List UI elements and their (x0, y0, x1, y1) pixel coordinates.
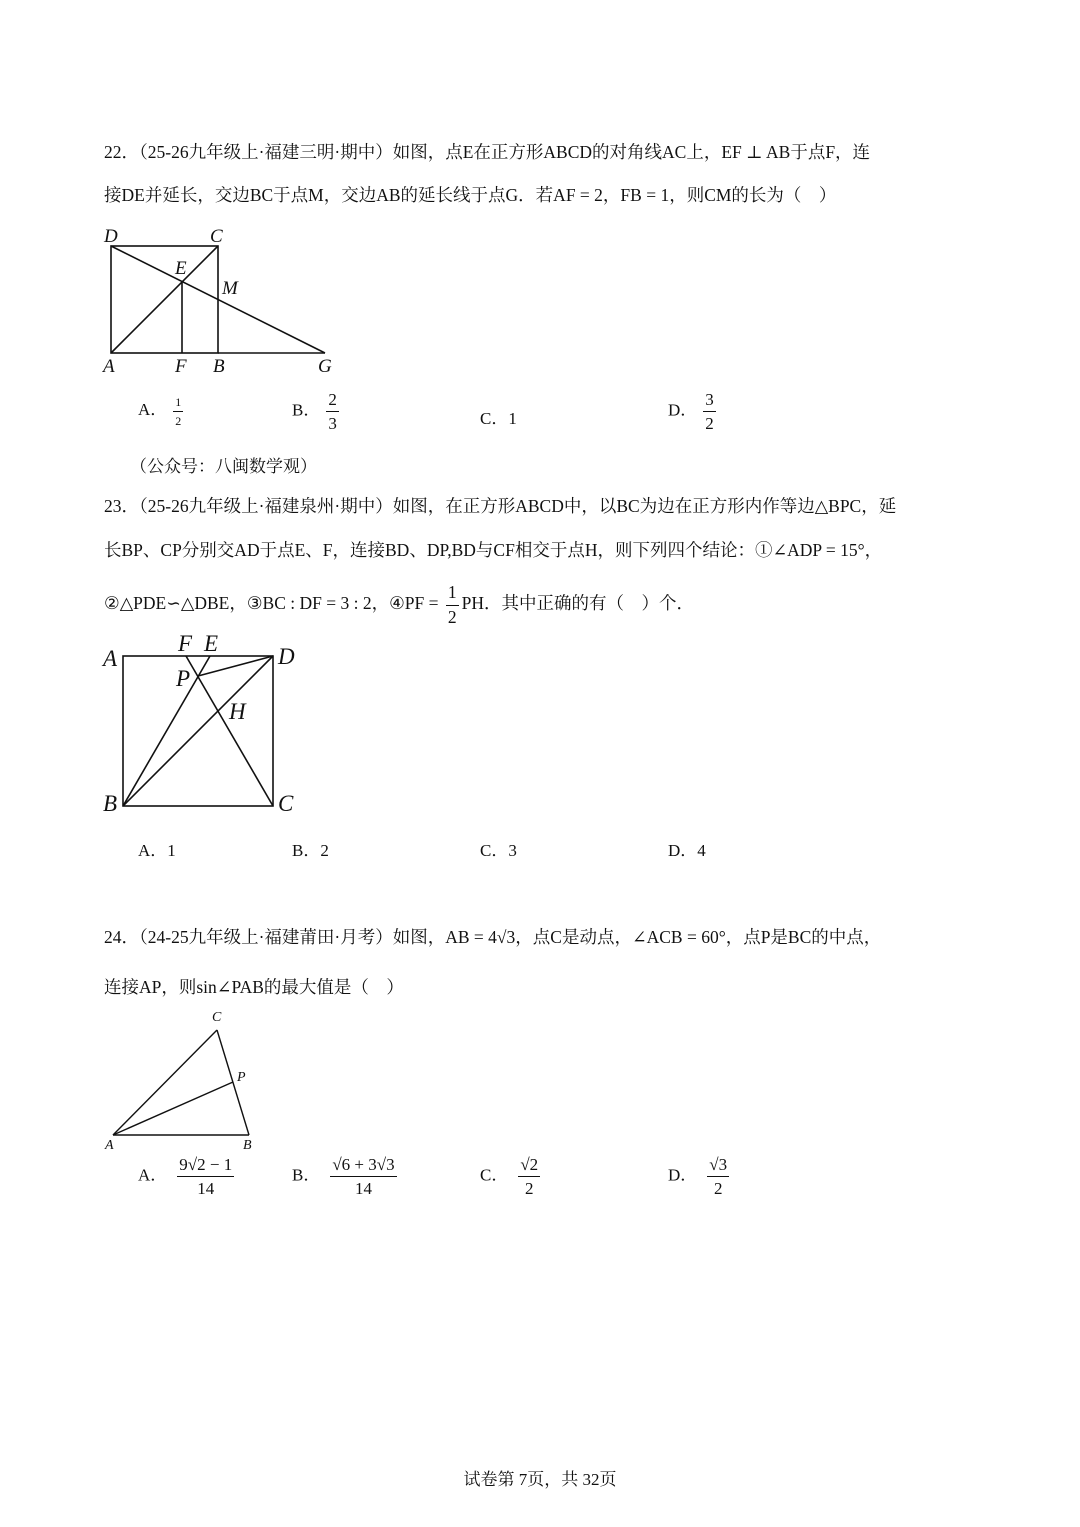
label-D: D (278, 644, 295, 669)
label-A: A (103, 646, 118, 671)
q23-line1: 23．（25-26九年级上·福建泉州·期中）如图，在正方形ABCD中，以BC为边在正方形内作等边△BPC，延 (104, 496, 897, 516)
q24-text-1: 如图，AB = 4√3，点C是动点，∠ACB = 60°，点P是BC的中点， (392, 927, 882, 947)
q24-option-a[interactable]: A． $\frac{9√2 - 1}{14}$ (138, 1155, 233, 1198)
q22-option-c[interactable]: C．1 (480, 409, 517, 428)
q22-option-b[interactable]: B． $\frac{2}{3}$ (292, 390, 337, 433)
q23-figure (100, 626, 330, 821)
q22-number: 22 (104, 142, 122, 162)
q24-number: 24 (104, 927, 122, 947)
fraction: $\frac{√2}{2}$ (520, 1155, 539, 1198)
fraction: $\frac{2}{3}$ (328, 390, 337, 433)
q23-option-c[interactable]: C．3 (480, 841, 517, 860)
q23-option-d[interactable]: D．4 (668, 841, 706, 860)
q23-line2 (104, 538, 882, 562)
fraction: $\frac{√3}{2}$ (709, 1155, 728, 1198)
q23-text-1: 如图，在正方形ABCD中，以BC为边在正方形内作等边△BPC，延 (392, 496, 897, 516)
q22-line2 (104, 183, 836, 207)
q24-option-c[interactable]: C． $\frac{√2}{2}$ (480, 1155, 539, 1198)
q23-text-2: 长BP、CP分别交AD于点E、F，连接BD、DP,BD与CF相交于点H，则下列四个结论：①∠ADP = 15°， (104, 540, 883, 560)
fraction: $\frac{√6 + 3√3}{14}$ (332, 1155, 395, 1198)
label-E: E (175, 258, 187, 279)
label-H: H (229, 699, 246, 724)
q23-source: （25-26九年级上·福建泉州·期中） (139, 496, 393, 516)
label-F: F (178, 631, 193, 656)
fraction: $\frac{9√2 - 1}{14}$ (179, 1155, 233, 1198)
q22-text-1: 如图，点E在正方形ABCD的对角线AC上，EF ⊥ AB于点F，连 (392, 142, 871, 162)
q22-note: （公众号：八闽数学观） (130, 457, 317, 476)
q24-option-d[interactable]: D． $\frac{√3}{2}$ (668, 1155, 728, 1198)
q22-source: （25-26九年级上·福建三明·期中） (139, 142, 393, 162)
label-P: P (237, 1070, 246, 1085)
q23-option-b[interactable]: B．2 (292, 841, 329, 860)
fraction: $\frac{1}{2}$ (447, 582, 457, 627)
label-B: B (213, 356, 225, 377)
label-P: P (176, 666, 191, 691)
page-footer: 试卷第 7页，共 32页 (463, 1470, 617, 1489)
q22-figure (100, 222, 350, 380)
q24-text-2: 连接AP，则sin∠PAB的最大值是（ ） (104, 977, 404, 997)
q24-source: （24-25九年级上·福建莆田·月考） (139, 927, 393, 947)
q22-option-d[interactable]: D． $\frac{3}{2}$ (668, 390, 714, 433)
q23-line3: ②△PDE∽△DBE，③BC : DF = 3 : 2，④PF = $\frac{1}{2}$ PH．其中正确的有（ ）个． (104, 582, 694, 627)
q23-option-a[interactable]: A．1 (138, 841, 176, 860)
q23-number: 23 (104, 496, 122, 516)
q24-line1: 24．（24-25九年级上·福建莆田·月考）如图，AB = 4√3，点C是动点，∠ACB = 60°，点P是BC的中点， (104, 927, 882, 947)
label-M: M (222, 278, 238, 299)
label-A: A (105, 1138, 114, 1153)
label-B: B (243, 1138, 252, 1153)
label-E: E (204, 631, 219, 656)
q22-option-a[interactable]: A． $\frac{1}{2}$ (138, 394, 182, 428)
label-F: F (175, 356, 187, 377)
fraction: $\frac{3}{2}$ (705, 390, 714, 433)
fraction: $\frac{1}{2}$ (175, 394, 182, 428)
label-C: C (212, 1010, 222, 1025)
q24-line2 (104, 975, 404, 999)
label-B: B (103, 791, 118, 816)
label-C: C (278, 791, 294, 816)
q22-line1: 22．（25-26九年级上·福建三明·期中）如图，点E在正方形ABCD的对角线AC上，EF ⊥ AB于点F，连 (104, 142, 871, 162)
q24-option-b[interactable]: B． $\frac{√6 + 3√3}{14}$ (292, 1155, 395, 1198)
q24-figure (100, 1005, 270, 1153)
label-G: G (318, 356, 332, 377)
q22-text-2: 接DE并延长，交边BC于点M，交边AB的延长线于点G．若AF = 2，FB = 1，则CM的长为（ ） (104, 185, 837, 205)
label-D: D (104, 226, 118, 247)
label-A: A (103, 356, 115, 377)
label-C: C (210, 226, 223, 247)
